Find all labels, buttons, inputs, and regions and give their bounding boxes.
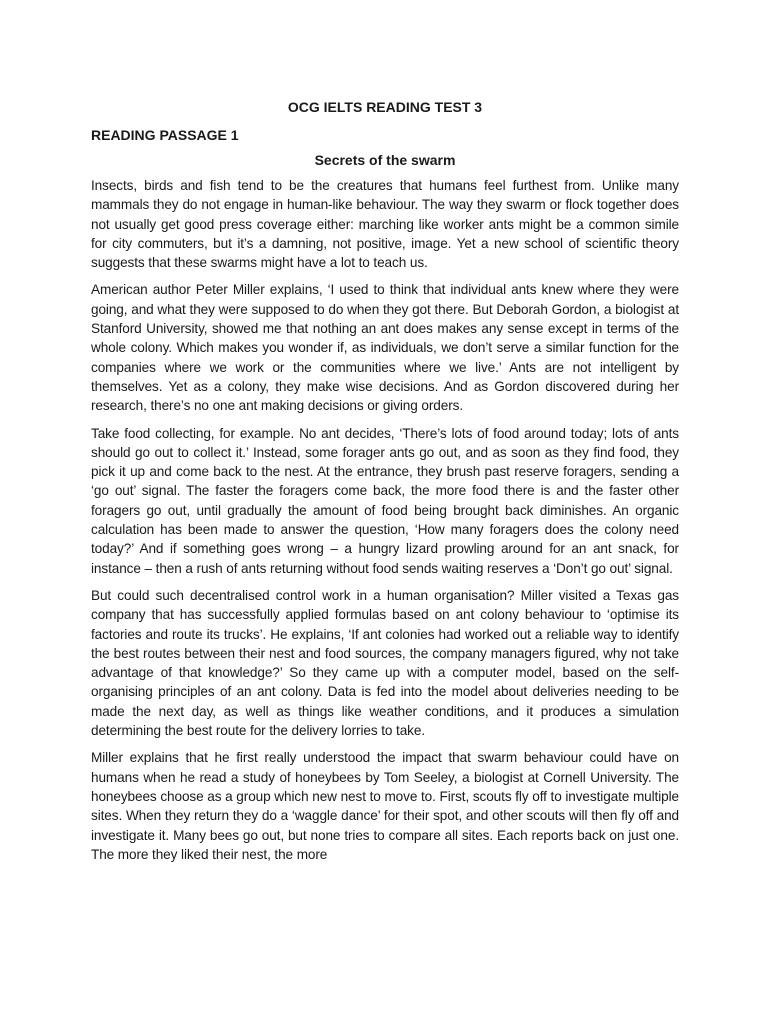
test-title: OCG IELTS READING TEST 3 [287, 99, 483, 115]
paragraph-2: American author Peter Miller explains, ‘I used to think that individual ants knew where they were going, and what they were supposed to do when they got there. But Deborah Gordon, a biologist at Stanford University, showed me that nothing an ant does makes any sense except in terms of the whole colony. Which makes you wonder if, as individuals, we don’t serve a similar function for the companies where we work or the communities where we live.’ Ants are not intelligent by themselves. Yet as a colony, they make wise decisions. And as Gordon discovered during her research, there’s no one ant making decisions or giving orders. [91, 282, 679, 414]
paragraph-4: But could such decentralised control work in a human organisation? Miller visited a Texas gas company that has successfully applied formulas based on ant colony behaviour to ‘optimise its factories and route its trucks’. He explains, ‘If ant colonies had worked out a reliable way to identify the best routes between their nest and food sources, the company managers figured, why not take advantage of that knowledge?’ So they came up with a computer model, based on the self-organising principles of an ant colony. Data is fed into the model about deliveries needing to be made the next day, as well as things like weather conditions, and it produces a simulation determining the best route for the delivery lorries to take. [91, 587, 679, 739]
passage-title: Secrets of the swarm [314, 152, 456, 168]
paragraph-5: Miller explains that he first really understood the impact that swarm behaviour could have on humans when he read a study of honeybees by Tom Seeley, a biologist at Cornell University. The honeybees choose as a group which new nest to move to. First, scouts fly off to investigate multiple sites. When they return they do a ‘waggle dance’ for their spot, and other scouts will then fly off and investigate it. Many bees go out, but none tries to compare all sites. Each reports back on just one. The more they liked their nest, the more [91, 750, 679, 862]
paragraph-1: Insects, birds and fish tend to be the creatures that humans feel furthest from. Unlike many mammals they do not engage in human-like behaviour. The way they swarm or flock together does not usually get good press coverage either: marching like worker ants might be a common simile for city commuters, but it’s a damning, not positive, image. Yet a new school of scientific theory suggests that these swarms might have a lot to teach us. [91, 178, 679, 271]
paragraph-3: Take food collecting, for example. No ant decides, ‘There’s lots of food around today; lots of ants should go out to collect it.’ Instead, some forager ants go out, and as soon as they find food, they pick it up and come back to the nest. At the entrance, they brush past reserve foragers, sending a ‘go out’ signal. The faster the foragers come back, the more food there is and the faster other foragers go out, until gradually the amount of food being brought back diminishes. An organic calculation has been made to answer the question, ‘How many foragers does the colony need today?’ And if something goes wrong – a hungry lizard prowling around for an ant snack, for instance – then a rush of ants returning without food sends waiting reserves a ‘Don’t go out’ signal. [91, 425, 679, 576]
passage-label: READING PASSAGE 1 [91, 127, 239, 143]
document-page [91, 98, 679, 872]
